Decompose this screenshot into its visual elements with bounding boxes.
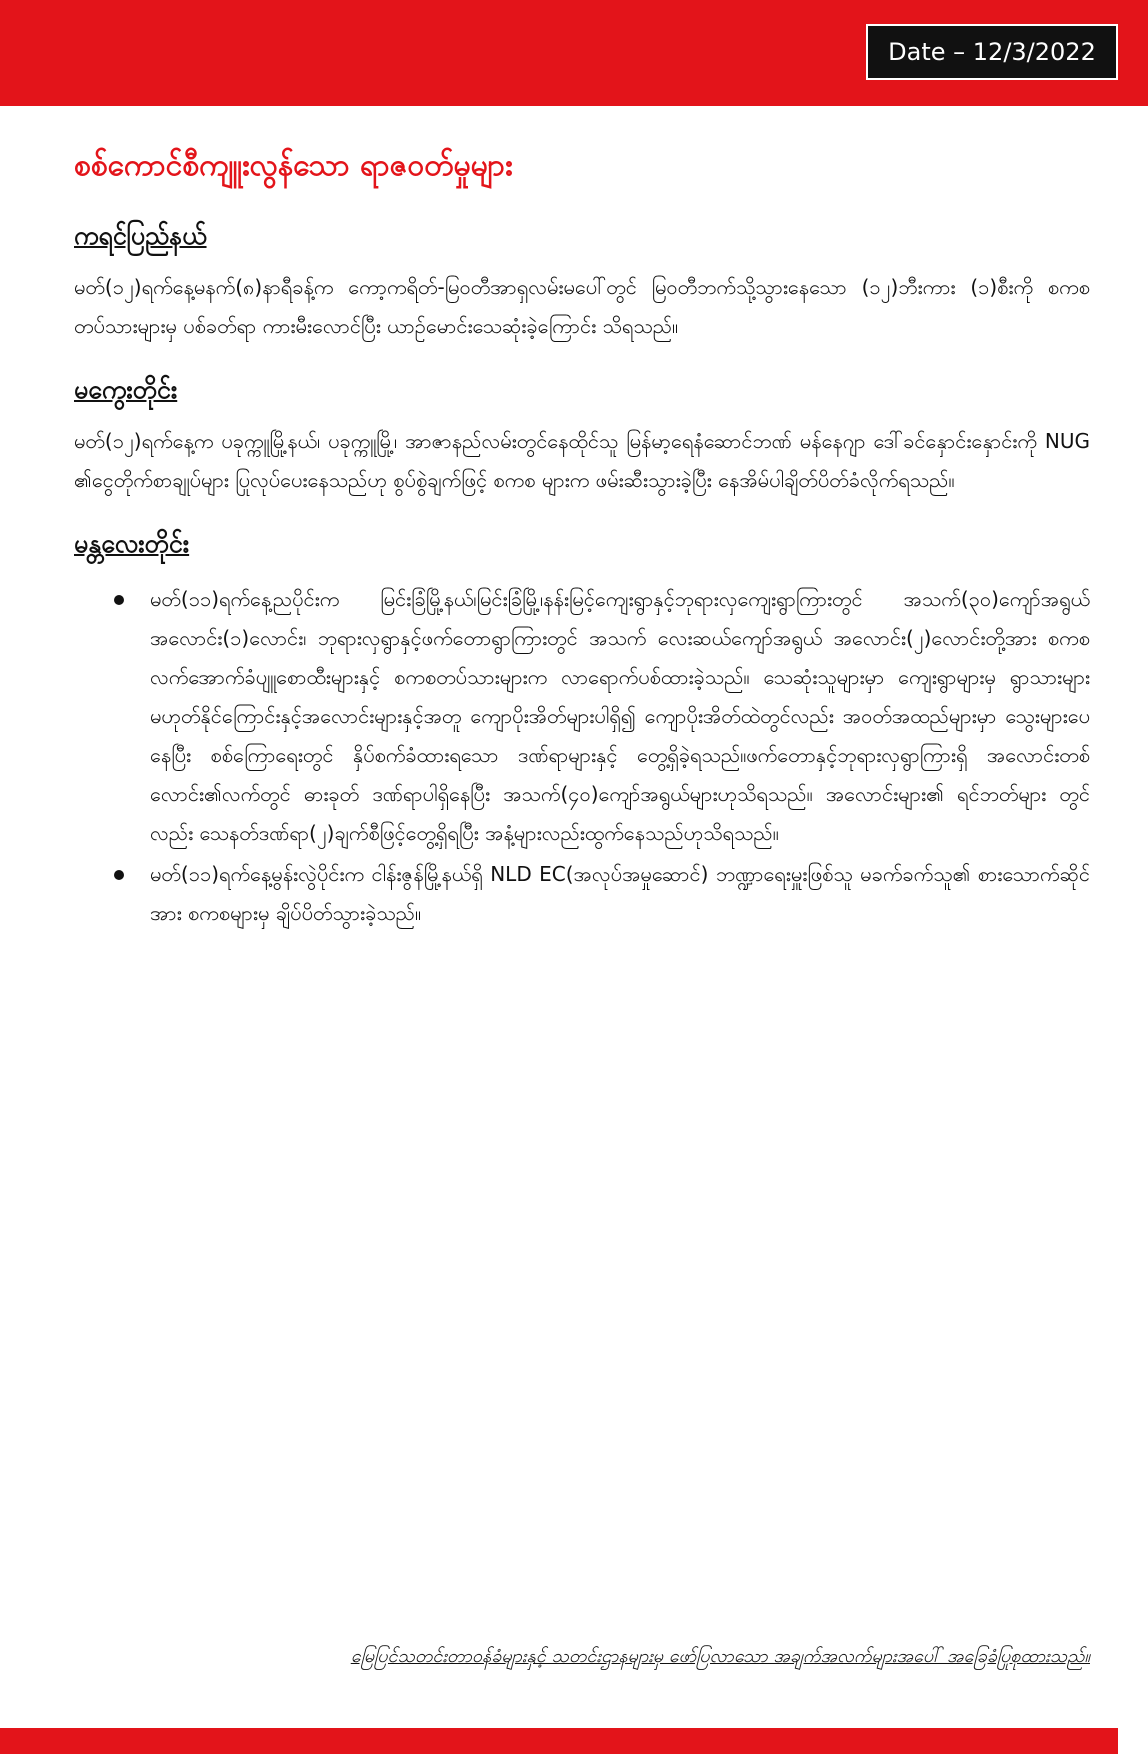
report-body — [74, 140, 1090, 935]
list-item-text: မတ်(၁၁)ရက်နေ့မွန်းလွဲပိုင်းက ငါန်းဇွန်မြို့နယ်ရှိ NLD EC(အလုပ်အမှုဆောင်) ဘဏ္ဍာရေးမှူးဖြစ်သူ မခက်ခက်သူ၏ စားသောက်ဆိုင်အား စကစများမှ ချိပ်ပိတ်သွားခဲ့သည်။ — [150, 862, 1090, 925]
date-badge: Date – 12/3/2022 — [866, 24, 1118, 80]
footer-source-note: မြေပြင်သတင်းတာဝန်ခံများနှင့် သတင်းဌာနများမှ ဖော်ပြလာသော အချက်အလက်များအပေါ် အခြေခံပြုစုထားသည်။ — [350, 1646, 1090, 1667]
section-magway — [74, 368, 1090, 500]
list-item — [74, 580, 1090, 853]
section-kayin — [74, 214, 1090, 346]
section-heading: မကွေးတိုင်း — [74, 375, 178, 404]
list-item — [74, 855, 1090, 933]
section-heading: မန္တလေးတိုင်း — [74, 529, 190, 558]
bullet-list — [74, 580, 1090, 933]
report-title: စစ်ကောင်စီကျူးလွန်သော ရာဇဝတ်မှုများ — [74, 148, 513, 183]
section-heading: ကရင်ပြည်နယ် — [74, 221, 207, 250]
section-mandalay — [74, 522, 1090, 933]
bullet-icon — [114, 595, 124, 605]
list-item-text: မတ်(၁၁)ရက်နေ့ညပိုင်းက မြင်းခြံမြို့နယ်၊မြင်းခြံမြို့၊နန်းမြင့်ကျေးရွာနှင့်ဘုရားလှကျေးရွာကြားတွင် အသက်(၃၀)ကျော်အရွယ် အလောင်း(၁)လောင်း၊ ဘုရားလှရွာနှင့်ဖက်တောရွာကြားတွင် အသက် လေးဆယ်ကျော်အရွယ် အလောင်း(၂)လောင်းတို့အား စကစလက်အောက်ခံပျူစောထီးများနှင့် စကစတပ်သားများက လာရောက်ပစ်ထားခဲ့သည်။ သေဆုံးသူများမှာ ကျေးရွာများမှ ရွာသားများ မဟုတ်နိုင်ကြောင်းနှင့်အလောင်းများနှင့်အတူ ကျောပိုးအိတ်များပါရှိ၍ ကျောပိုးအိတ်ထဲတွင်လည်း အဝတ်အထည်များမှာ သွေးများပေနေပြီး စစ်ကြောရေးတွင် နှိပ်စက်ခံထားရသော ဒဏ်ရာများနှင့် တွေ့ရှိခဲ့ရသည်။ဖက်တောနှင့်ဘုရားလှရွာကြားရှိ အလောင်းတစ်လောင်း၏လက်တွင် ဓားခုတ် ဒဏ်ရာပါရှိနေပြီး အသက်(၄၀)ကျော်အရွယ်များဟုသိရသည်။ အလောင်းများ၏ ရင်ဘတ်များ တွင်လည်း သေနတ်ဒဏ်ရာ(၂)ချက်စီဖြင့်တွေ့ရှိရပြီး အနံ့များလည်းထွက်နေသည်ဟုသိရသည်။ — [150, 587, 1090, 845]
section-paragraph: မတ်(၁၂)ရက်နေ့မနက်(၈)နာရီခန့်က ကော့ကရိတ်-မြဝတီအာရှလမ်းမပေါ်တွင် မြဝတီဘက်သို့သွားနေသော (၁၂)ဘီးကား (၁)စီးကို စကစတပ်သားများမှ ပစ်ခတ်ရာ ကားမီးလောင်ပြီး ယာဉ်မောင်းသေဆုံးခဲ့ကြောင်း သိရသည်။ — [74, 275, 1090, 338]
footer-band — [0, 1728, 1118, 1754]
section-paragraph: မတ်(၁၂)ရက်နေ့က ပခုက္ကူမြို့နယ်၊ ပခုက္ကူမြို့၊ အာဇာနည်လမ်းတွင်နေထိုင်သူ မြန်မာ့ရေနံဆောင်ဘဏ် မန်နေဂျာ ဒေါ်ခင်နှောင်းနှောင်းကို NUG ၏ငွေတိုက်စာချုပ်များ ပြုလုပ်ပေးနေသည်ဟု စွပ်စွဲချက်ဖြင့် စကစ များက ဖမ်းဆီးသွားခဲ့ပြီး နေအိမ်ပါချိတ်ပိတ်ခံလိုက်ရသည်။ — [74, 429, 1090, 492]
bullet-icon — [114, 870, 124, 880]
